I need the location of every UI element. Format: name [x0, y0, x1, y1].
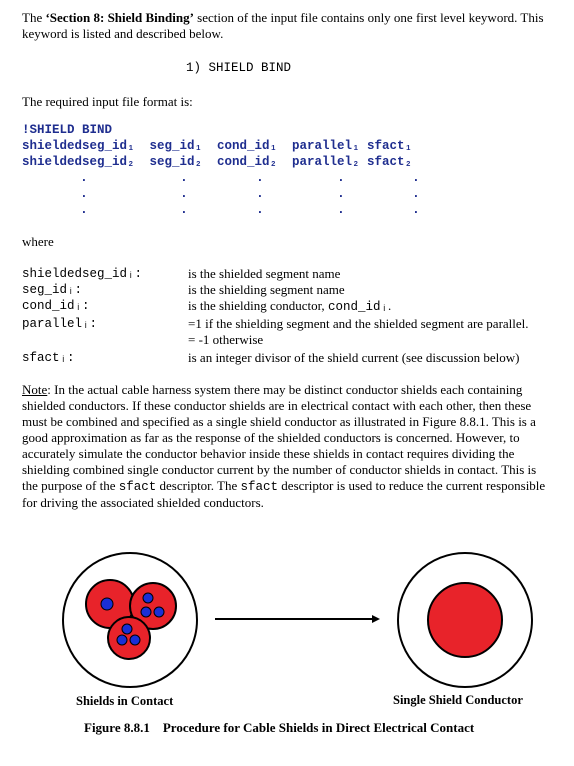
note-line-1 — [22, 382, 574, 398]
note-line-7 — [22, 478, 574, 495]
def-desc-parallel-2: = -1 otherwise — [188, 332, 264, 347]
note-line-7-a: the purpose of the — [22, 478, 119, 493]
intro-suffix: section of the input file contains only one first level keyword. This — [193, 10, 544, 25]
intro-line-1 — [22, 10, 544, 26]
note-line-1-text: : In the actual cable harness system there may be distinct conductor shields each containing — [47, 382, 523, 397]
conductor-dot — [141, 607, 151, 617]
note-paragraph — [22, 382, 574, 511]
figure-caption: Figure 8.8.1 Procedure for Cable Shields in Direct Electrical Contact — [84, 720, 475, 735]
note-line-3: must be combined and specified as a single shield conductor as illustrated in Figure 8.8.1. This is a — [22, 414, 536, 429]
intro-line-2: keyword is listed and described below. — [22, 26, 224, 41]
def-desc-cond-code: cond_idᵢ — [327, 300, 388, 314]
def-term-seg: seg_idᵢ: — [22, 283, 83, 297]
conductor-dot — [143, 593, 153, 603]
left-figure-label: Shields in Contact — [76, 694, 174, 708]
arrow-head-icon — [372, 615, 380, 623]
def-desc-sfact: is an integer divisor of the shield current (see discussion below) — [188, 350, 520, 365]
note-line-5: accurately simulate the conductor behavior inside these shields in contact requires dividing the — [22, 446, 515, 461]
conductor-dot — [122, 624, 132, 634]
note-line-4: good approximation as far as the response of the shielded conductors is concerned. However, to — [22, 430, 520, 445]
code-row-1: shieldedseg_id₁ seg_id₁ cond_id₁ parallel₁ sfact₁ — [22, 139, 413, 153]
note-line-2: shielded conductors. If these conductor shields are in electrical contact with each other, then these — [22, 398, 532, 413]
right-figure-label: Single Shield Conductor — [393, 693, 523, 707]
note-line-8: for driving the associated shielded conductors. — [22, 495, 264, 510]
def-desc-cond-text: is the shielding conductor, — [188, 298, 328, 313]
document-page: The ‘Section 8: Shield Binding’ section of the input file contains only one first level keyword. This keyword is listed and described below. 1) SHIELD BIND The required input file format is: !SHIELD BIND shieldedseg_id₁ seg_id₁ cond_id₁ parallel₁ sfact₁ shieldedseg_id₂ seg_id₂ cond_id₂ parallel₂ sfact₂ . . . . . . . . . . . . . . . where shieldedseg_idᵢ: is the shielded segment name seg_idᵢ: is the shielding segment name cond_idᵢ: is the shielding conductor, cond_idᵢ. parallelᵢ: =1 if the shielding segment and the shielded segment are parallel. = -1 otherwise sfactᵢ: is an integer divisor of the shield current (see discussion below) Note: In the actual cable harness system there may be distinct conductor shields each containing shielded conductors. If these conductor shields are in electrical contact with each other, then these must be combined and specified as a single shield conductor as illustrated in Figure 8.8.1. This is a good approximation as far as the response of the shielded conductors is concerned. However, to accurately simulate the conductor behavior inside these shields in contact requires dividing the shielding combined single conductor current by the number of conductor shields in contact. This is the purpose of the sfact descriptor. The sfact descriptor is used to reduce the current responsible for driving the associated shielded conductors. Shields in Contact Single Shield Conductor Figure 8.8.1 Procedure for Cable Shields in Direct Electrical Contact — [0, 0, 574, 766]
def-term-cond: cond_idᵢ: — [22, 299, 90, 313]
note-line-7-b: descriptor. The — [156, 478, 241, 493]
format-label: The required input file format is: — [22, 94, 193, 109]
note-line-7-code: sfact — [118, 480, 157, 494]
conductor-dot — [117, 635, 127, 645]
note-line-6: shielding combined single conductor current by the number of conductor shields in contact. This is — [22, 462, 537, 477]
keyword-item: 1) SHIELD BIND — [186, 61, 292, 75]
conductor-dot — [101, 598, 113, 610]
where-label: where — [22, 234, 54, 249]
def-term-parallel: parallelᵢ: — [22, 317, 98, 331]
note-line-7-code2: sfact — [240, 480, 279, 494]
conductor-dot — [154, 607, 164, 617]
single-shield — [428, 583, 502, 657]
def-desc-seg: is the shielding segment name — [188, 282, 345, 297]
section-name: ‘Section 8: Shield Binding’ — [45, 10, 194, 25]
shield-diagram — [0, 540, 574, 700]
shield-bottom — [108, 617, 150, 659]
def-term-shieldedseg: shieldedseg_idᵢ: — [22, 267, 143, 281]
def-desc-shieldedseg: is the shielded segment name — [188, 266, 341, 281]
code-header: !SHIELD BIND — [22, 123, 113, 137]
note-line-7-c: descriptor is used to reduce the current responsible — [278, 478, 546, 493]
conductor-dot — [130, 635, 140, 645]
note-label: Note — [22, 382, 48, 397]
def-desc-parallel: =1 if the shielding segment and the shielded segment are parallel. — [188, 316, 529, 331]
intro-prefix: The — [22, 10, 46, 25]
def-term-sfact: sfactᵢ: — [22, 351, 75, 365]
code-row-2: shieldedseg_id₂ seg_id₂ cond_id₂ parallel₂ sfact₂ — [22, 155, 413, 169]
def-desc-cond-end: . — [387, 298, 392, 313]
def-desc-cond — [188, 298, 391, 315]
